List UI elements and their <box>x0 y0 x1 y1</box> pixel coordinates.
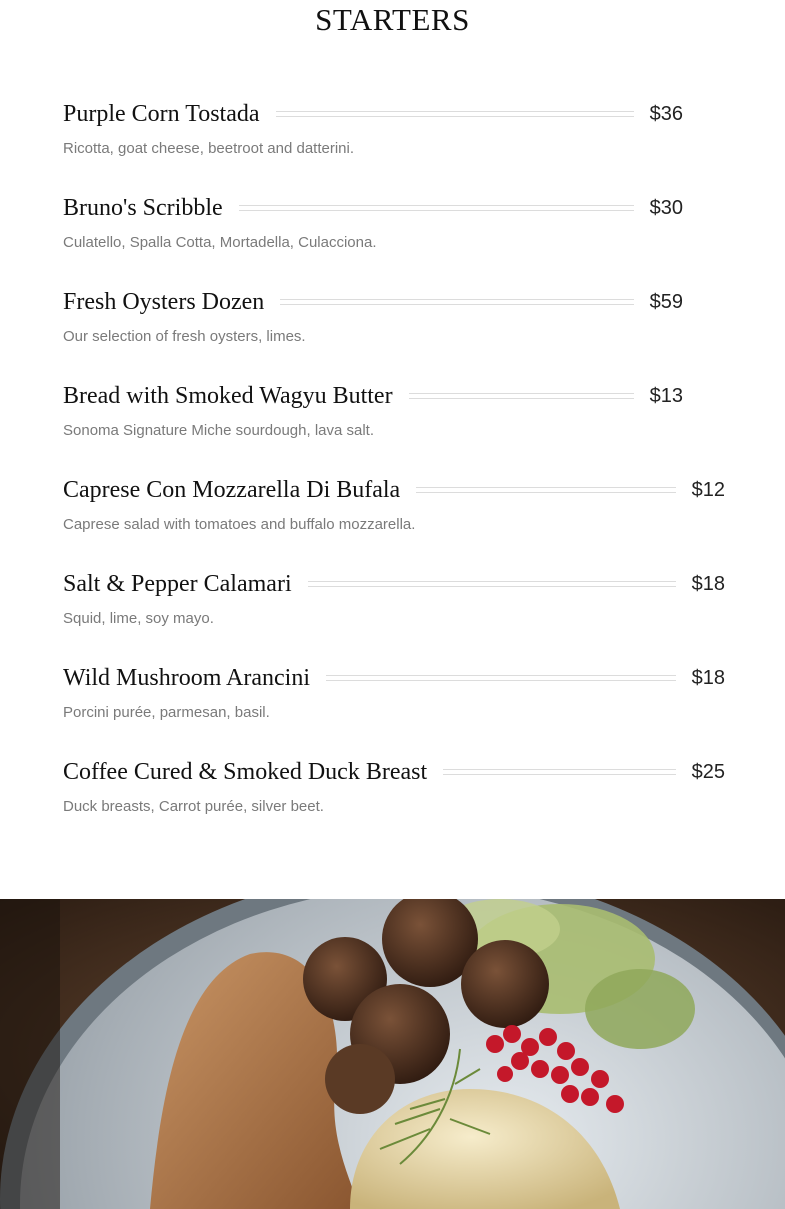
menu-item-name: Fresh Oysters Dozen <box>63 288 265 315</box>
menu-item-description: Our selection of fresh oysters, limes. <box>63 328 306 345</box>
food-photo <box>0 899 785 1209</box>
menu-item-description: Sonoma Signature Miche sourdough, lava salt. <box>63 422 375 439</box>
menu-item-price: $13 <box>649 384 683 407</box>
menu-item-price: $12 <box>691 478 725 501</box>
dotted-leader <box>326 675 676 681</box>
menu-list <box>63 96 725 848</box>
menu-item-name: Bread with Smoked Wagyu Butter <box>63 382 393 409</box>
menu-item-name: Wild Mushroom Arancini <box>63 664 311 691</box>
menu-item-name: Caprese Con Mozzarella Di Bufala <box>63 476 401 503</box>
menu-item <box>63 660 725 754</box>
dotted-leader <box>276 111 634 117</box>
menu-item-description: Caprese salad with tomatoes and buffalo mozzarella. <box>63 516 416 533</box>
menu-item <box>63 190 725 284</box>
menu-item <box>63 566 725 660</box>
menu-item-price: $59 <box>649 290 683 313</box>
menu-item-price: $30 <box>649 196 683 219</box>
menu-item-price: $18 <box>691 666 725 689</box>
dotted-leader <box>409 393 634 399</box>
menu-item-description: Ricotta, goat cheese, beetroot and datterini. <box>63 140 355 157</box>
menu-item <box>63 472 725 566</box>
dotted-leader <box>280 299 633 305</box>
menu-item-name: Salt & Pepper Calamari <box>63 570 292 597</box>
dotted-leader <box>239 205 634 211</box>
menu-item <box>63 284 725 378</box>
menu-item-description: Duck breasts, Carrot purée, silver beet. <box>63 798 324 815</box>
plate-of-meatballs-icon <box>0 899 785 1209</box>
menu-item <box>63 378 725 472</box>
menu-item-description: Squid, lime, soy mayo. <box>63 610 214 627</box>
menu-item-description: Porcini purée, parmesan, basil. <box>63 704 270 721</box>
menu-item-price: $18 <box>691 572 725 595</box>
menu-item <box>63 754 725 848</box>
menu-item <box>63 96 725 190</box>
dotted-leader <box>308 581 676 587</box>
dotted-leader <box>443 769 675 775</box>
menu-item-description: Culatello, Spalla Cotta, Mortadella, Culacciona. <box>63 234 377 251</box>
menu-item-price: $25 <box>691 760 725 783</box>
menu-item-name: Coffee Cured & Smoked Duck Breast <box>63 758 428 785</box>
menu-item-name: Purple Corn Tostada <box>63 100 260 127</box>
menu-item-name: Bruno's Scribble <box>63 194 223 221</box>
dotted-leader <box>416 487 675 493</box>
menu-item-price: $36 <box>649 102 683 125</box>
section-title: STARTERS <box>315 2 470 37</box>
